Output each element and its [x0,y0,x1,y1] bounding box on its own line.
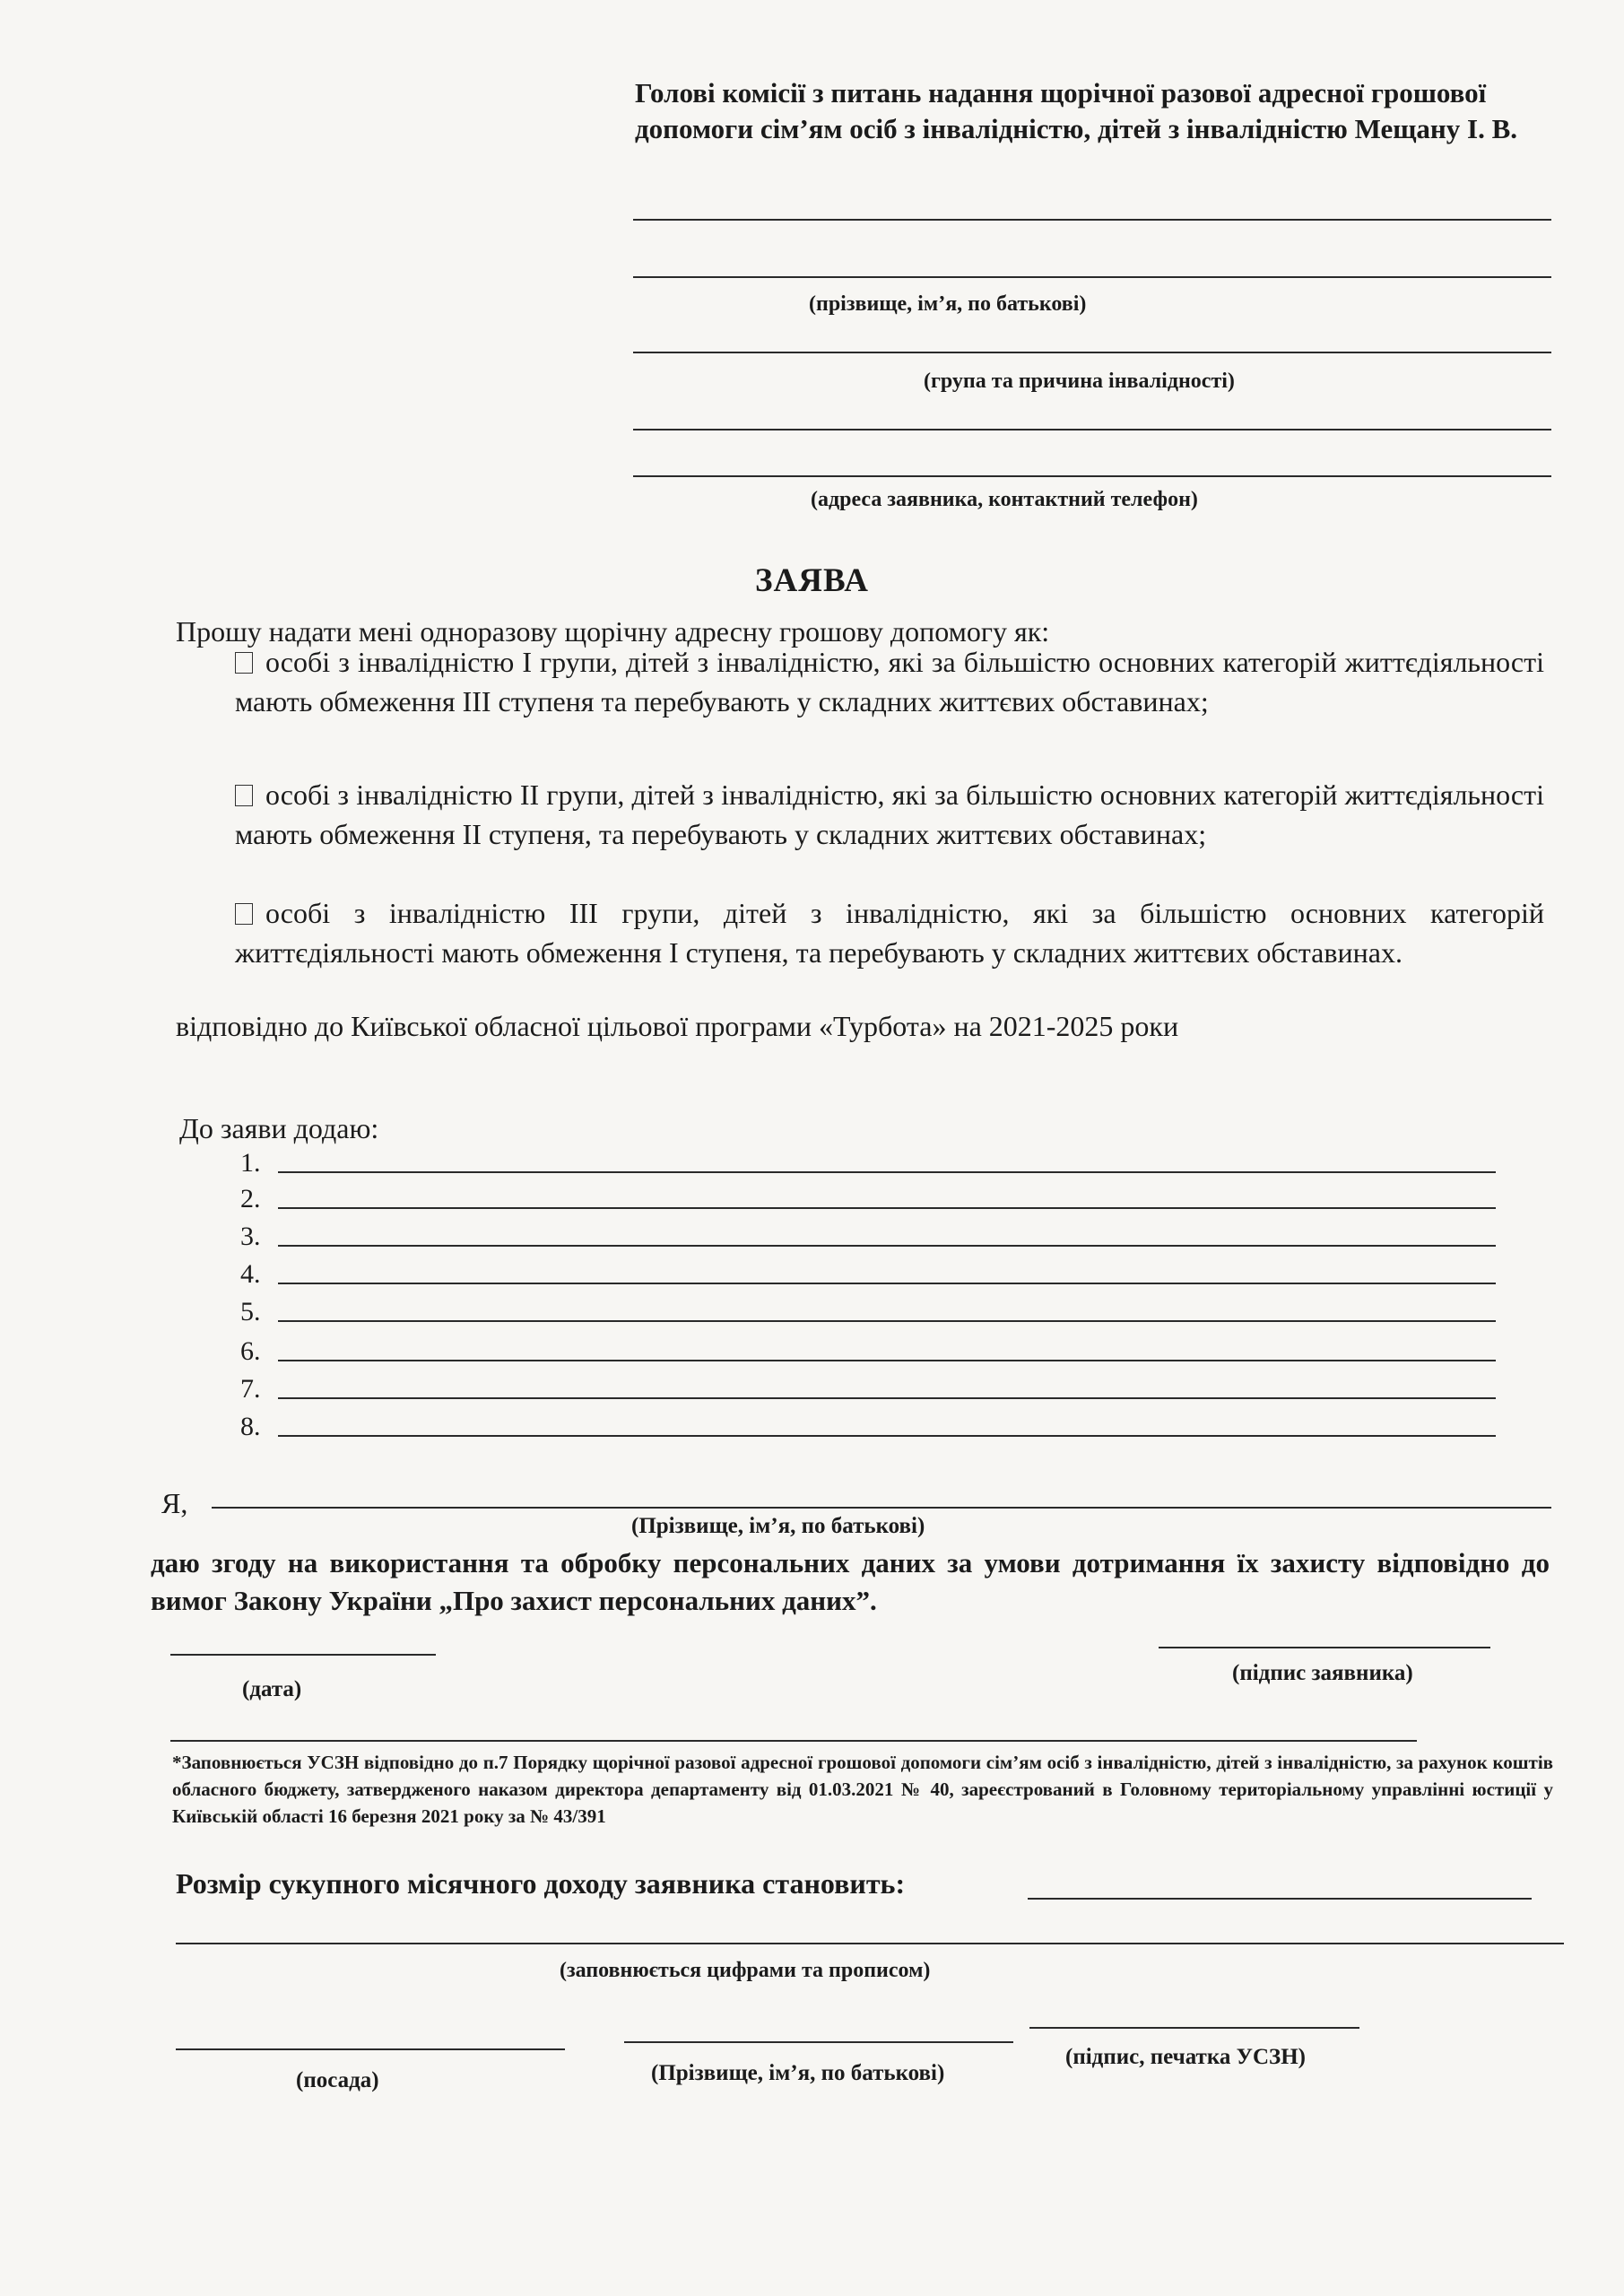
consent-name-caption: (Прізвище, ім’я, по батькові) [631,1514,925,1538]
signature-line[interactable] [1159,1647,1490,1648]
date-caption: (дата) [242,1677,302,1701]
attachment-line[interactable] [278,1207,1496,1209]
attachment-number: 5. [240,1297,261,1326]
stamp-caption: (підпис, печатка УСЗН) [1065,2045,1306,2069]
addressee-name-line[interactable] [633,219,1551,221]
attachments-title: До заяви додаю: [179,1112,379,1144]
addressee: Голові комісії з питань надання щорічної разової адресної грошової допомоги сім’ям осіб з інвалідністю, дітей з інвалідністю Мещану І. В. [635,77,1518,144]
attachment-number: 3. [240,1222,261,1251]
attachment-row[interactable] [240,1254,1496,1290]
attachment-number: 8. [240,1412,261,1441]
attachment-number: 4. [240,1259,261,1289]
checkbox-icon[interactable] [235,903,253,925]
disability-caption: (група та причина інвалідності) [924,370,1235,393]
position-line[interactable] [176,2048,565,2050]
attachment-row[interactable] [240,1369,1496,1405]
income-line-2[interactable] [176,1943,1564,1944]
checkbox-icon[interactable] [235,652,253,674]
option-text: особі з інвалідністю І групи, дітей з інвалідністю, які за більшістю основних категорій життєдіяльності мають обмеження ІІІ ступеня та перебувають у складних життєвих обставинах; [235,646,1544,718]
attachment-row[interactable] [240,1406,1496,1442]
footnote-divider [170,1740,1417,1742]
program-basis: відповідно до Київської обласної цільової програми «Турбота» на 2021-2025 роки [176,1010,1179,1042]
attachment-line[interactable] [278,1320,1496,1322]
option-group-2[interactable] [235,775,1544,854]
address-line-1[interactable] [633,429,1551,430]
position-caption: (посада) [296,2068,379,2092]
attachment-line[interactable] [278,1360,1496,1361]
official-name-line[interactable] [624,2041,1013,2043]
address-caption: (адреса заявника, контактний телефон) [811,488,1198,511]
option-text: особі з інвалідністю ІІІ групи, дітей з інвалідністю, які за більшістю основних категорій життєдіяльності мають обмеження І ступеня, та перебувають у складних життєвих обставинах. [235,897,1544,969]
applicant-name-caption: (прізвище, ім’я, по батькові) [809,292,1087,316]
income-caption: (заповнюється цифрами та прописом) [560,1959,931,1982]
attachment-line[interactable] [278,1435,1496,1437]
option-group-3[interactable] [235,893,1544,972]
attachment-number: 7. [240,1374,261,1404]
attachment-row[interactable] [240,1292,1496,1327]
option-text: особі з інвалідністю ІІ групи, дітей з інвалідністю, які за більшістю основних категорій життєдіяльності мають обмеження ІІ ступеня, та перебувають у складних життєвих обставинах; [235,778,1544,850]
consent-text: даю згоду на використання та обробку персональних даних за умови дотримання їх захисту відповідно до вимог Закону України „Про захист персональних даних”. [151,1547,1550,1616]
attachment-number: 1. [240,1148,261,1178]
disability-line[interactable] [633,352,1551,353]
official-name-caption: (Прізвище, ім’я, по батькові) [651,2061,945,2085]
intro-text: Прошу надати мені одноразову щорічну адресну грошову допомогу як: [176,615,1050,648]
consent-name-line[interactable] [212,1507,1551,1509]
stamp-line[interactable] [1029,2027,1359,2029]
attachment-row[interactable] [240,1143,1496,1178]
attachment-row[interactable] [240,1331,1496,1367]
date-line[interactable] [170,1654,436,1656]
applicant-name-line[interactable] [633,276,1551,278]
income-label: Розмір сукупного місячного доходу заявника становить: [176,1867,906,1900]
option-group-1[interactable] [235,642,1544,721]
consent-prefix: Я, [161,1487,188,1519]
attachment-number: 2. [240,1184,261,1213]
attachment-row[interactable] [240,1178,1496,1214]
document-title: ЗАЯВА [754,562,870,599]
signature-caption: (підпис заявника) [1232,1661,1413,1685]
footnote: *Заповнюється УСЗН відповідно до п.7 Порядку щорічної разової адресної грошової допомоги сім’ям осіб з інвалідністю, дітей з інвалідністю, за рахунок коштів обласного бюджету, затвердженого наказом директора департаменту від 01.03.2021 № 40, зареєстрований в Головному територіальному управлінні юстиції у Київській області 16 березня 2021 року за № 43/391 [172,1752,1553,1827]
attachment-number: 6. [240,1336,261,1366]
attachment-row[interactable] [240,1216,1496,1252]
income-line-1[interactable] [1028,1898,1532,1900]
attachment-line[interactable] [278,1245,1496,1247]
attachment-line[interactable] [278,1283,1496,1284]
attachment-line[interactable] [278,1397,1496,1399]
checkbox-icon[interactable] [235,785,253,806]
address-line-2[interactable] [633,475,1551,477]
attachment-line[interactable] [278,1171,1496,1173]
